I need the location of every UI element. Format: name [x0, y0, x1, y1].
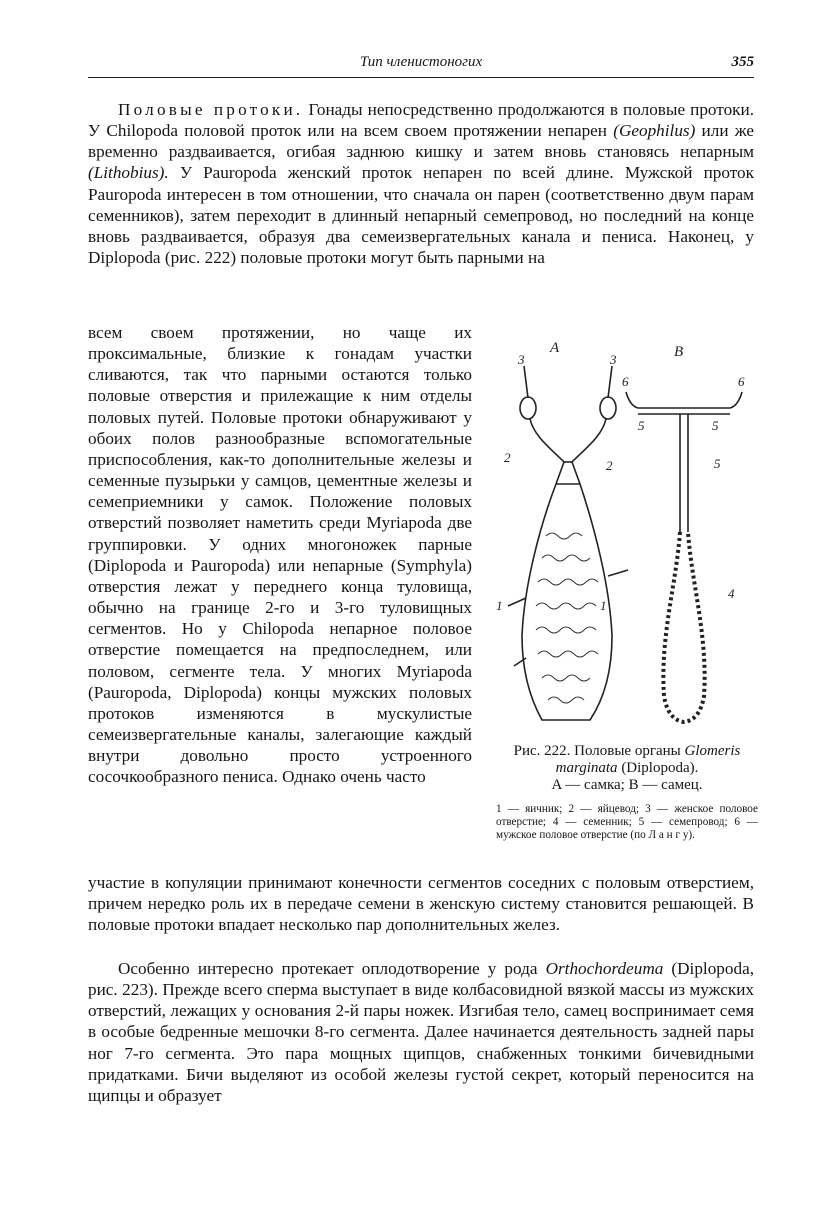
- figure-legend: 1 — яичник; 2 — яйцевод; 3 — женское половое отверстие; 4 — семенник; 5 — семепровод; 6 — мужское половое отверстие (по Л а н г у).: [496, 803, 758, 841]
- fig-num-1-right: 1: [600, 598, 607, 613]
- running-title: Тип членистоногих: [359, 54, 483, 70]
- fig-num-3-left: 3: [518, 352, 525, 367]
- fig-num-1-left: 1: [496, 598, 503, 613]
- paragraph-2: [88, 958, 754, 1106]
- fig-num-5-right: 5: [712, 418, 719, 433]
- female-organs-drawing: [508, 366, 628, 720]
- p1-text-b: или же временно раздваивается, огибая заднюю кишку и затем вновь становясь непарным: [88, 121, 755, 162]
- genus-geophilus: (Geophilus): [613, 121, 696, 141]
- paragraph-1: [88, 99, 754, 268]
- fig-label-a: A: [550, 340, 560, 356]
- fig-num-2-left: 2: [504, 450, 511, 465]
- fig-num-5-mid: 5: [714, 456, 721, 471]
- p1-text-c: У Pauropoda женский проток непарен по всей длине. Мужской проток Pauropoda интересен в том отношении, что сначала он парен (соответственно двум парам семенников), затем переходит в длинный непарный семепровод, но последний на конце вновь раздваивается, образуя два семеизвергательных канала и пениса. Наконец, у Diplopoda (рис. 222) половые протоки могут быть парными на: [88, 163, 754, 268]
- p1-text: Гонады непосредственно продолжаются в половые протоки. У Chilopoda половой проток или на всем своем протяжении непарен: [88, 100, 755, 141]
- fig-num-6-right: 6: [738, 374, 745, 389]
- figure-222: [488, 336, 756, 736]
- p2-text-b: (Diplopoda, рис. 223). Прежде всего сперма выступает в виде колбасовидной вязкой массы из мужских отверстий, лежащих у основания 2-й пары ножек. Изгибая тело, самец воспринимает семя в особые бедренные мешочки 8-го сегмента. Далее начинается деятельность задней пары ног 7-го сегмента. Это пара мощных щипцов, снабженных тонкими бичевидными придатками. Бичи выделяют из особой железы густой секрет, который переносится на щипцы и образует: [88, 959, 755, 1105]
- fig-num-6-left: 6: [622, 374, 629, 389]
- genus-orthochordeuma: Orthochordeuma: [545, 959, 664, 978]
- section-lead: Половые протоки.: [118, 100, 304, 119]
- fig-num-5-left: 5: [638, 418, 645, 433]
- male-organs-drawing: [626, 392, 742, 722]
- p2-text-a: Особенно интересно протекает оплодотворение у рода: [118, 959, 538, 978]
- genus-lithobius: (Lithobius).: [88, 163, 169, 183]
- running-header: [88, 54, 754, 76]
- fig-label-b: B: [674, 344, 684, 360]
- caption-line3: A — самка; B — самец.: [551, 777, 703, 793]
- caption-line1: Рис. 222. Половые органы: [513, 743, 681, 759]
- caption-group: (Diplopoda).: [621, 760, 699, 776]
- header-rule: [88, 77, 754, 78]
- paragraph-1-narrow: всем своем протяжении, но чаще их проксимальные, близкие к гонадам участки сливаются, так что парными остаются только половые отверстия и прилежащие к ним отделы половых путей. Половые протоки обнаруживают у обоих полов разнообразные вспомогательные приспособления, как-то дополнительные железы и семенные пузырьки у самцов, цементные железы и семеприемники у самок. Положение половых отверстий позволяет наметить среди Myriapoda две группировки. У одних многоножек парные (Diplopoda и Pauropoda) или непарные (Symphyla) отверстия лежат у переднего конца туловища, обычно на границе 2-го и 3-го туловищных сегментов. Но у Chilopoda непарное половое отверстие помещается на предпоследнем, или половом, сегменте тела. У многих Myriapoda (Pauropoda, Diplopoda) концы мужских половых протоков изменяются в мускулистые семеизвергательные каналы, залегающие каждый внутри довольно просто устроенного сосочкообразного пениса. Однако очень часто: [88, 323, 472, 787]
- figure-caption: [496, 743, 758, 794]
- fig-num-4: 4: [728, 586, 735, 601]
- caption-species: Glomeris marginata: [555, 743, 741, 776]
- fig-num-3-right: 3: [610, 352, 617, 367]
- fig-num-2-right: 2: [606, 458, 613, 473]
- page-number: 355: [731, 54, 754, 70]
- paragraph-1-end: участие в копуляции принимают конечности сегментов соседних с половым отверстием, причем нередко роль их в передаче семени в женскую систему становится решающей. В половые протоки впадает несколько пар дополнительных желез.: [88, 873, 754, 935]
